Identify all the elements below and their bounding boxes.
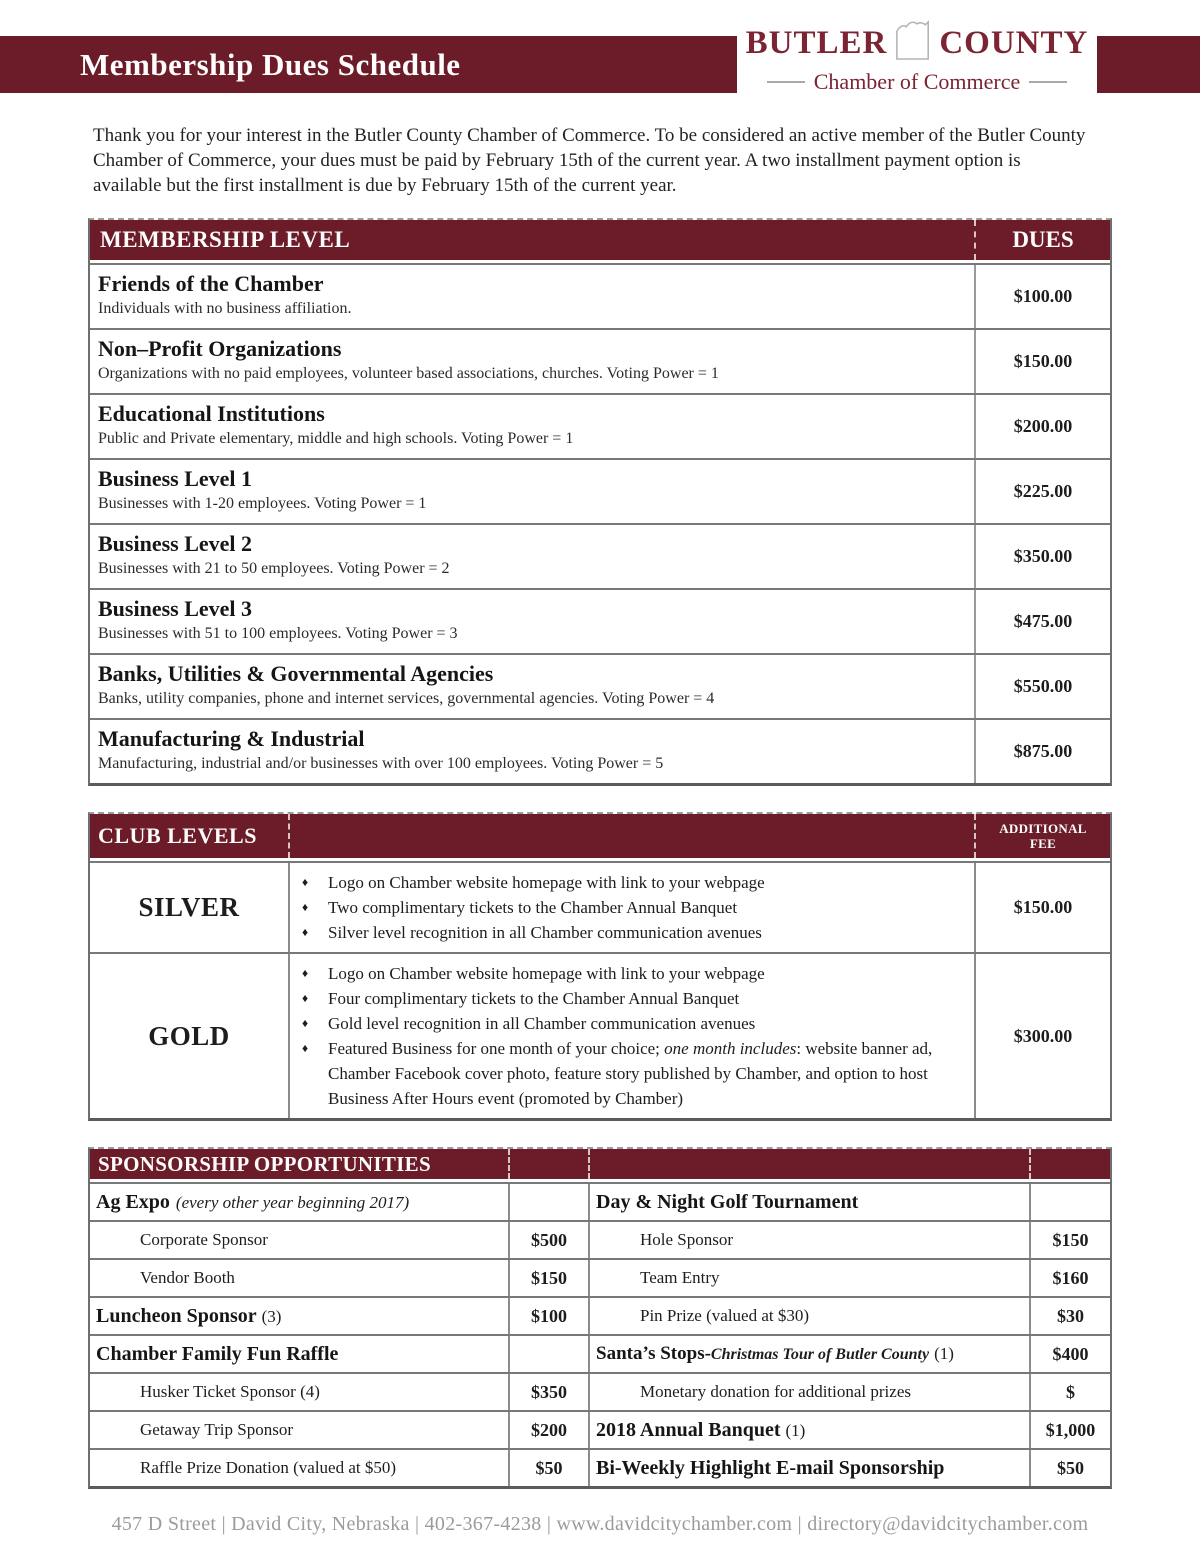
row-description: Businesses with 21 to 50 employees. Voting Power = 2 xyxy=(98,560,450,577)
footer-contact-line: 457 D Street | David City, Nebraska | 402-367-4238 | www.davidcitychamber.com | directory@davidcitychamber.com xyxy=(111,1513,1089,1535)
sponsorship-row-husker-monetary xyxy=(90,1372,1110,1410)
item-name: 2018 Annual Banquet (1) xyxy=(588,1412,1029,1448)
column-header-additional-fee: ADDITIONAL FEE xyxy=(974,814,1110,858)
row-title: Educational Institutions xyxy=(98,401,325,426)
benefit-item xyxy=(290,986,958,1011)
diamond-bullet-icon: ♦ xyxy=(301,900,309,914)
item-name: Monetary donation for additional prizes xyxy=(588,1374,1029,1410)
membership-table xyxy=(88,218,1112,786)
dash-left-icon xyxy=(767,81,805,83)
logo-butler-text: BUTLER xyxy=(745,24,888,61)
column-header-membership-level: MEMBERSHIP LEVEL xyxy=(100,227,351,252)
membership-table-header xyxy=(90,220,1110,263)
column-header-club-levels: CLUB LEVELS xyxy=(90,814,290,858)
sponsorship-header-spacer xyxy=(588,1149,1029,1179)
row-description: Manufacturing, industrial and/or businesses with over 100 employees. Voting Power = 5 xyxy=(98,755,664,772)
chamber-logo xyxy=(737,18,1097,96)
logo-tagline-row xyxy=(737,69,1097,95)
item-name: Day & Night Golf Tournament xyxy=(588,1184,1029,1220)
diamond-bullet-icon: ♦ xyxy=(301,1016,309,1030)
membership-row-friends xyxy=(90,263,1110,328)
item-price: $500 xyxy=(508,1222,588,1258)
title-bar xyxy=(0,36,737,93)
sponsorship-row-corporate-hole xyxy=(90,1220,1110,1258)
column-header-dues: DUES xyxy=(974,220,1110,260)
row-title: Manufacturing & Industrial xyxy=(98,726,365,751)
logo-tagline: Chamber of Commerce xyxy=(813,69,1021,94)
row-dues: $200.00 xyxy=(974,395,1110,458)
item-name: Vendor Booth xyxy=(140,1268,235,1287)
row-description: Businesses with 51 to 100 employees. Voting Power = 3 xyxy=(98,625,458,642)
intro-paragraph: Thank you for your interest in the Butler County Chamber of Commerce. To be considered an active member of the Butler County Chamber of Commerce, your dues must be paid by February 15th of the current year. A two installment payment option is available but the first installment is due by February 15th of the current year. xyxy=(93,125,1086,196)
diamond-bullet-icon: ♦ xyxy=(301,875,309,889)
diamond-bullet-icon: ♦ xyxy=(301,966,309,980)
item-name: Bi-Weekly Highlight E-mail Sponsorship xyxy=(588,1450,1029,1486)
club-row-silver xyxy=(90,861,1110,952)
benefit-item xyxy=(290,1036,958,1111)
row-dues: $475.00 xyxy=(974,590,1110,653)
item-price: $ xyxy=(1029,1374,1110,1410)
benefit-item xyxy=(290,895,958,920)
club-level-name: SILVER xyxy=(90,863,290,952)
sponsorship-table-header xyxy=(90,1149,1110,1182)
row-description: Individuals with no business affiliation. xyxy=(98,300,352,317)
row-description: Banks, utility companies, phone and internet services, governmental agencies. Voting Power = 4 xyxy=(98,690,715,707)
header-accent-block xyxy=(1097,36,1200,93)
item-name: Pin Prize (valued at $30) xyxy=(588,1298,1029,1334)
row-description: Public and Private elementary, middle and high schools. Voting Power = 1 xyxy=(98,430,574,447)
item-price: $100 xyxy=(508,1298,588,1334)
logo-county-text: COUNTY xyxy=(939,24,1089,61)
benefit-text: Logo on Chamber website homepage with link to your webpage xyxy=(328,873,765,892)
row-title: Non–Profit Organizations xyxy=(98,336,342,361)
benefit-text: Four complimentary tickets to the Chamber Annual Banquet xyxy=(328,989,740,1008)
row-description: Businesses with 1-20 employees. Voting Power = 1 xyxy=(98,495,427,512)
county-shape-icon xyxy=(894,18,932,62)
row-title: Friends of the Chamber xyxy=(98,271,324,296)
item-price: $50 xyxy=(1029,1450,1110,1486)
dash-right-icon xyxy=(1029,81,1067,83)
item-price xyxy=(508,1336,588,1372)
item-name: Ag Expo (every other year beginning 2017) xyxy=(96,1190,410,1213)
item-name: Team Entry xyxy=(588,1260,1029,1296)
row-dues: $100.00 xyxy=(974,265,1110,328)
benefit-text: Logo on Chamber website homepage with link to your webpage xyxy=(328,964,765,983)
item-price: $160 xyxy=(1029,1260,1110,1296)
item-price: $1,000 xyxy=(1029,1412,1110,1448)
membership-row-business2 xyxy=(90,523,1110,588)
club-levels-table xyxy=(88,812,1112,1121)
benefit-item xyxy=(290,1011,958,1036)
row-title: Business Level 2 xyxy=(98,531,253,556)
item-price: $350 xyxy=(508,1374,588,1410)
row-dues: $225.00 xyxy=(974,460,1110,523)
column-header-sponsorship: SPONSORSHIP OPPORTUNITIES xyxy=(98,1151,431,1176)
membership-row-nonprofit xyxy=(90,328,1110,393)
benefit-item xyxy=(290,961,958,986)
item-price xyxy=(1029,1184,1110,1220)
row-dues: $875.00 xyxy=(974,720,1110,783)
item-name: Husker Ticket Sponsor (4) xyxy=(140,1382,320,1401)
benefit-text: Two complimentary tickets to the Chamber Annual Banquet xyxy=(328,898,738,917)
item-name: Santa’s Stops-Christmas Tour of Butler County (1) xyxy=(588,1336,1029,1372)
diamond-bullet-icon: ♦ xyxy=(301,1041,309,1055)
row-title: Business Level 1 xyxy=(98,466,253,491)
benefit-item xyxy=(290,870,958,895)
sponsorship-row-agexpo-golf xyxy=(90,1182,1110,1220)
item-price: $50 xyxy=(508,1450,588,1486)
item-name: Hole Sponsor xyxy=(588,1222,1029,1258)
membership-row-business1 xyxy=(90,458,1110,523)
diamond-bullet-icon: ♦ xyxy=(301,925,309,939)
benefit-item xyxy=(290,920,958,945)
membership-row-banks xyxy=(90,653,1110,718)
club-table-header xyxy=(90,814,1110,861)
diamond-bullet-icon: ♦ xyxy=(301,991,309,1005)
row-title: Business Level 3 xyxy=(98,596,253,621)
row-description: Organizations with no paid employees, volunteer based associations, churches. Voting Power = 1 xyxy=(98,365,719,382)
item-name: Chamber Family Fun Raffle xyxy=(96,1342,339,1365)
row-dues: $550.00 xyxy=(974,655,1110,718)
membership-row-business3 xyxy=(90,588,1110,653)
item-name: Luncheon Sponsor (3) xyxy=(96,1304,282,1327)
sponsorship-row-raffleprize-biweekly xyxy=(90,1448,1110,1486)
sponsorship-row-getaway-banquet xyxy=(90,1410,1110,1448)
item-price: $150 xyxy=(1029,1222,1110,1258)
club-fee: $150.00 xyxy=(974,863,1110,952)
item-price: $400 xyxy=(1029,1336,1110,1372)
club-header-spacer xyxy=(290,814,974,858)
item-price xyxy=(508,1184,588,1220)
benefit-text: Silver level recognition in all Chamber communication avenues xyxy=(328,923,762,942)
item-name: Corporate Sponsor xyxy=(140,1230,268,1249)
benefits-list xyxy=(290,954,974,1118)
page-title: Membership Dues Schedule xyxy=(80,46,461,82)
row-title: Banks, Utilities & Governmental Agencies xyxy=(98,661,494,686)
membership-row-manufacturing xyxy=(90,718,1110,783)
club-row-gold xyxy=(90,952,1110,1118)
logo-line1 xyxy=(737,18,1097,68)
sponsorship-header-spacer xyxy=(508,1149,588,1179)
membership-row-educational xyxy=(90,393,1110,458)
benefits-list xyxy=(290,863,974,952)
item-name: Raffle Prize Donation (valued at $50) xyxy=(140,1458,397,1477)
item-price: $30 xyxy=(1029,1298,1110,1334)
sponsorship-row-luncheon-pinprize xyxy=(90,1296,1110,1334)
benefit-text: Gold level recognition in all Chamber communication avenues xyxy=(328,1014,756,1033)
row-dues: $150.00 xyxy=(974,330,1110,393)
item-price: $150 xyxy=(508,1260,588,1296)
club-fee: $300.00 xyxy=(974,954,1110,1118)
benefit-text: Featured Business for one month of your choice; one month includes: website banner ad, Chamber Facebook cover photo, feature story published by Chamber, and option to host Business After Hours event (promoted by Chamber) xyxy=(328,1039,933,1108)
club-level-name: GOLD xyxy=(90,954,290,1118)
item-name: Getaway Trip Sponsor xyxy=(140,1420,294,1439)
sponsorship-row-vendor-team xyxy=(90,1258,1110,1296)
item-price: $200 xyxy=(508,1412,588,1448)
sponsorship-table xyxy=(88,1147,1112,1489)
sponsorship-header-spacer xyxy=(1029,1149,1110,1179)
page-header xyxy=(0,0,1200,100)
row-dues: $350.00 xyxy=(974,525,1110,588)
sponsorship-row-raffle-santastops xyxy=(90,1334,1110,1372)
